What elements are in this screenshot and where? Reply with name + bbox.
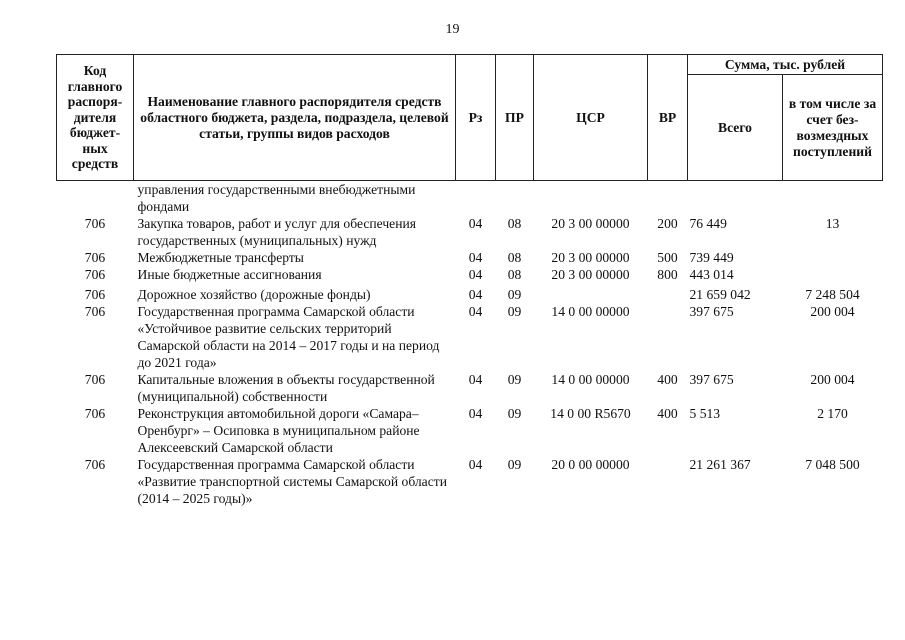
cell-vr: 500: [657, 250, 678, 265]
cell-pr: 09: [507, 304, 522, 319]
cell-pr: [496, 181, 534, 216]
cell-csr: 20 3 00 00000: [551, 216, 630, 231]
cell-free: 7 248 504: [805, 287, 860, 302]
cell-total: 76 449: [689, 216, 727, 231]
header-csr: ЦСР: [534, 55, 648, 181]
header-sum: Сумма, тыс. рублей: [688, 55, 883, 75]
cell-rz: 04: [468, 216, 483, 231]
cell-csr: 20 3 00 00000: [551, 267, 630, 282]
cell-name: Межбюджетные трансферты: [137, 250, 304, 265]
header-pr: ПР: [496, 55, 534, 181]
cell-vr: 400: [657, 406, 678, 421]
cell-rz: 04: [468, 250, 483, 265]
cell-name: Государственная программа Самарской области «Развитие транспортной системы Самарской области (2014 – 2025 годы)»: [137, 457, 447, 506]
cell-free: [783, 266, 883, 283]
cell-rz: [456, 181, 496, 216]
cell-free: 200 004: [810, 372, 855, 387]
cell-vr: [648, 181, 688, 216]
cell-rz: 04: [468, 406, 483, 421]
cell-name: Реконструкция автомобильной дороги «Самара–Оренбург» – Осиповка в муниципальном районе Алексеевский Самарской области: [137, 406, 420, 455]
cell-vr: [648, 303, 688, 371]
cell-free: [783, 249, 883, 266]
cell-name: Капитальные вложения в объекты государственной (муниципальной) собственности: [137, 372, 435, 404]
header-code: Код главного распоря-дителя бюджет-ных средств: [57, 55, 134, 181]
cell-name: Закупка товаров, работ и услуг для обеспечения государственных (муниципальных) нужд: [137, 216, 416, 248]
cell-free: [783, 181, 883, 216]
cell-code: 706: [84, 287, 106, 302]
cell-csr: 14 0 00 00000: [551, 304, 630, 319]
cell-total: 739 449: [689, 250, 734, 265]
header-vr: ВР: [648, 55, 688, 181]
cell-pr: 09: [507, 287, 522, 302]
budget-table: [56, 54, 883, 507]
cell-csr: 20 0 00 00000: [551, 457, 630, 472]
header-rz: Рз: [456, 55, 496, 181]
table-row: [57, 181, 883, 216]
cell-vr: [648, 283, 688, 303]
cell-pr: 08: [507, 250, 522, 265]
cell-rz: 04: [468, 304, 483, 319]
cell-csr: [534, 181, 648, 216]
cell-pr: 09: [507, 372, 522, 387]
table-row: [57, 456, 883, 507]
cell-name: Дорожное хозяйство (дорожные фонды): [137, 287, 371, 302]
page-number: 19: [445, 22, 460, 37]
header-free: в том числе за счет без-возмездных поступлений: [783, 75, 883, 181]
table-body: [57, 181, 883, 508]
cell-free: 7 048 500: [805, 457, 860, 472]
cell-pr: 08: [507, 216, 522, 231]
table-row: [57, 249, 883, 266]
cell-csr: 14 0 00 R5670: [550, 406, 631, 421]
table-row: [57, 405, 883, 456]
cell-vr: 400: [657, 372, 678, 387]
header-total: Всего: [688, 75, 783, 181]
cell-code: 706: [84, 372, 106, 387]
cell-name: Иные бюджетные ассигнования: [137, 267, 322, 282]
cell-csr: 20 3 00 00000: [551, 250, 630, 265]
cell-free: 2 170: [817, 406, 848, 421]
cell-vr: 200: [657, 216, 678, 231]
cell-rz: 04: [468, 372, 483, 387]
table-row: [57, 283, 883, 303]
cell-code: 706: [84, 304, 106, 319]
cell-free: 13: [825, 216, 840, 231]
cell-total: 21 659 042: [689, 287, 751, 302]
cell-name: Государственная программа Самарской области «Устойчивое развитие сельских территорий Самарской области на 2014 – 2017 годы и на период до 2021 года»: [137, 304, 440, 370]
table-header: [57, 55, 883, 181]
cell-total: 443 014: [689, 267, 734, 282]
table-row: [57, 371, 883, 405]
cell-free: 200 004: [810, 304, 855, 319]
cell-pr: 09: [507, 457, 522, 472]
cell-code: 706: [84, 267, 106, 282]
table-row: [57, 303, 883, 371]
table-row: [57, 266, 883, 283]
cell-code: 706: [84, 457, 106, 472]
cell-total: 397 675: [689, 372, 734, 387]
cell-total: 397 675: [689, 304, 734, 319]
cell-pr: 09: [507, 406, 522, 421]
cell-code: [57, 181, 134, 216]
cell-code: 706: [84, 216, 106, 231]
cell-vr: [648, 456, 688, 507]
cell-rz: 04: [468, 287, 483, 302]
cell-total: 5 513: [689, 406, 721, 421]
cell-csr: [534, 283, 648, 303]
cell-total: [688, 181, 783, 216]
cell-name: управления государственными внебюджетными фондами: [137, 182, 416, 214]
table-row: [57, 215, 883, 249]
cell-code: 706: [84, 250, 106, 265]
cell-vr: 800: [657, 267, 678, 282]
cell-code: 706: [84, 406, 106, 421]
cell-rz: 04: [468, 267, 483, 282]
cell-total: 21 261 367: [689, 457, 751, 472]
cell-rz: 04: [468, 457, 483, 472]
header-name: Наименование главного распорядителя средств областного бюджета, раздела, подраздела, целевой статьи, группы видов расходов: [134, 55, 456, 181]
cell-csr: 14 0 00 00000: [551, 372, 630, 387]
cell-pr: 08: [507, 267, 522, 282]
